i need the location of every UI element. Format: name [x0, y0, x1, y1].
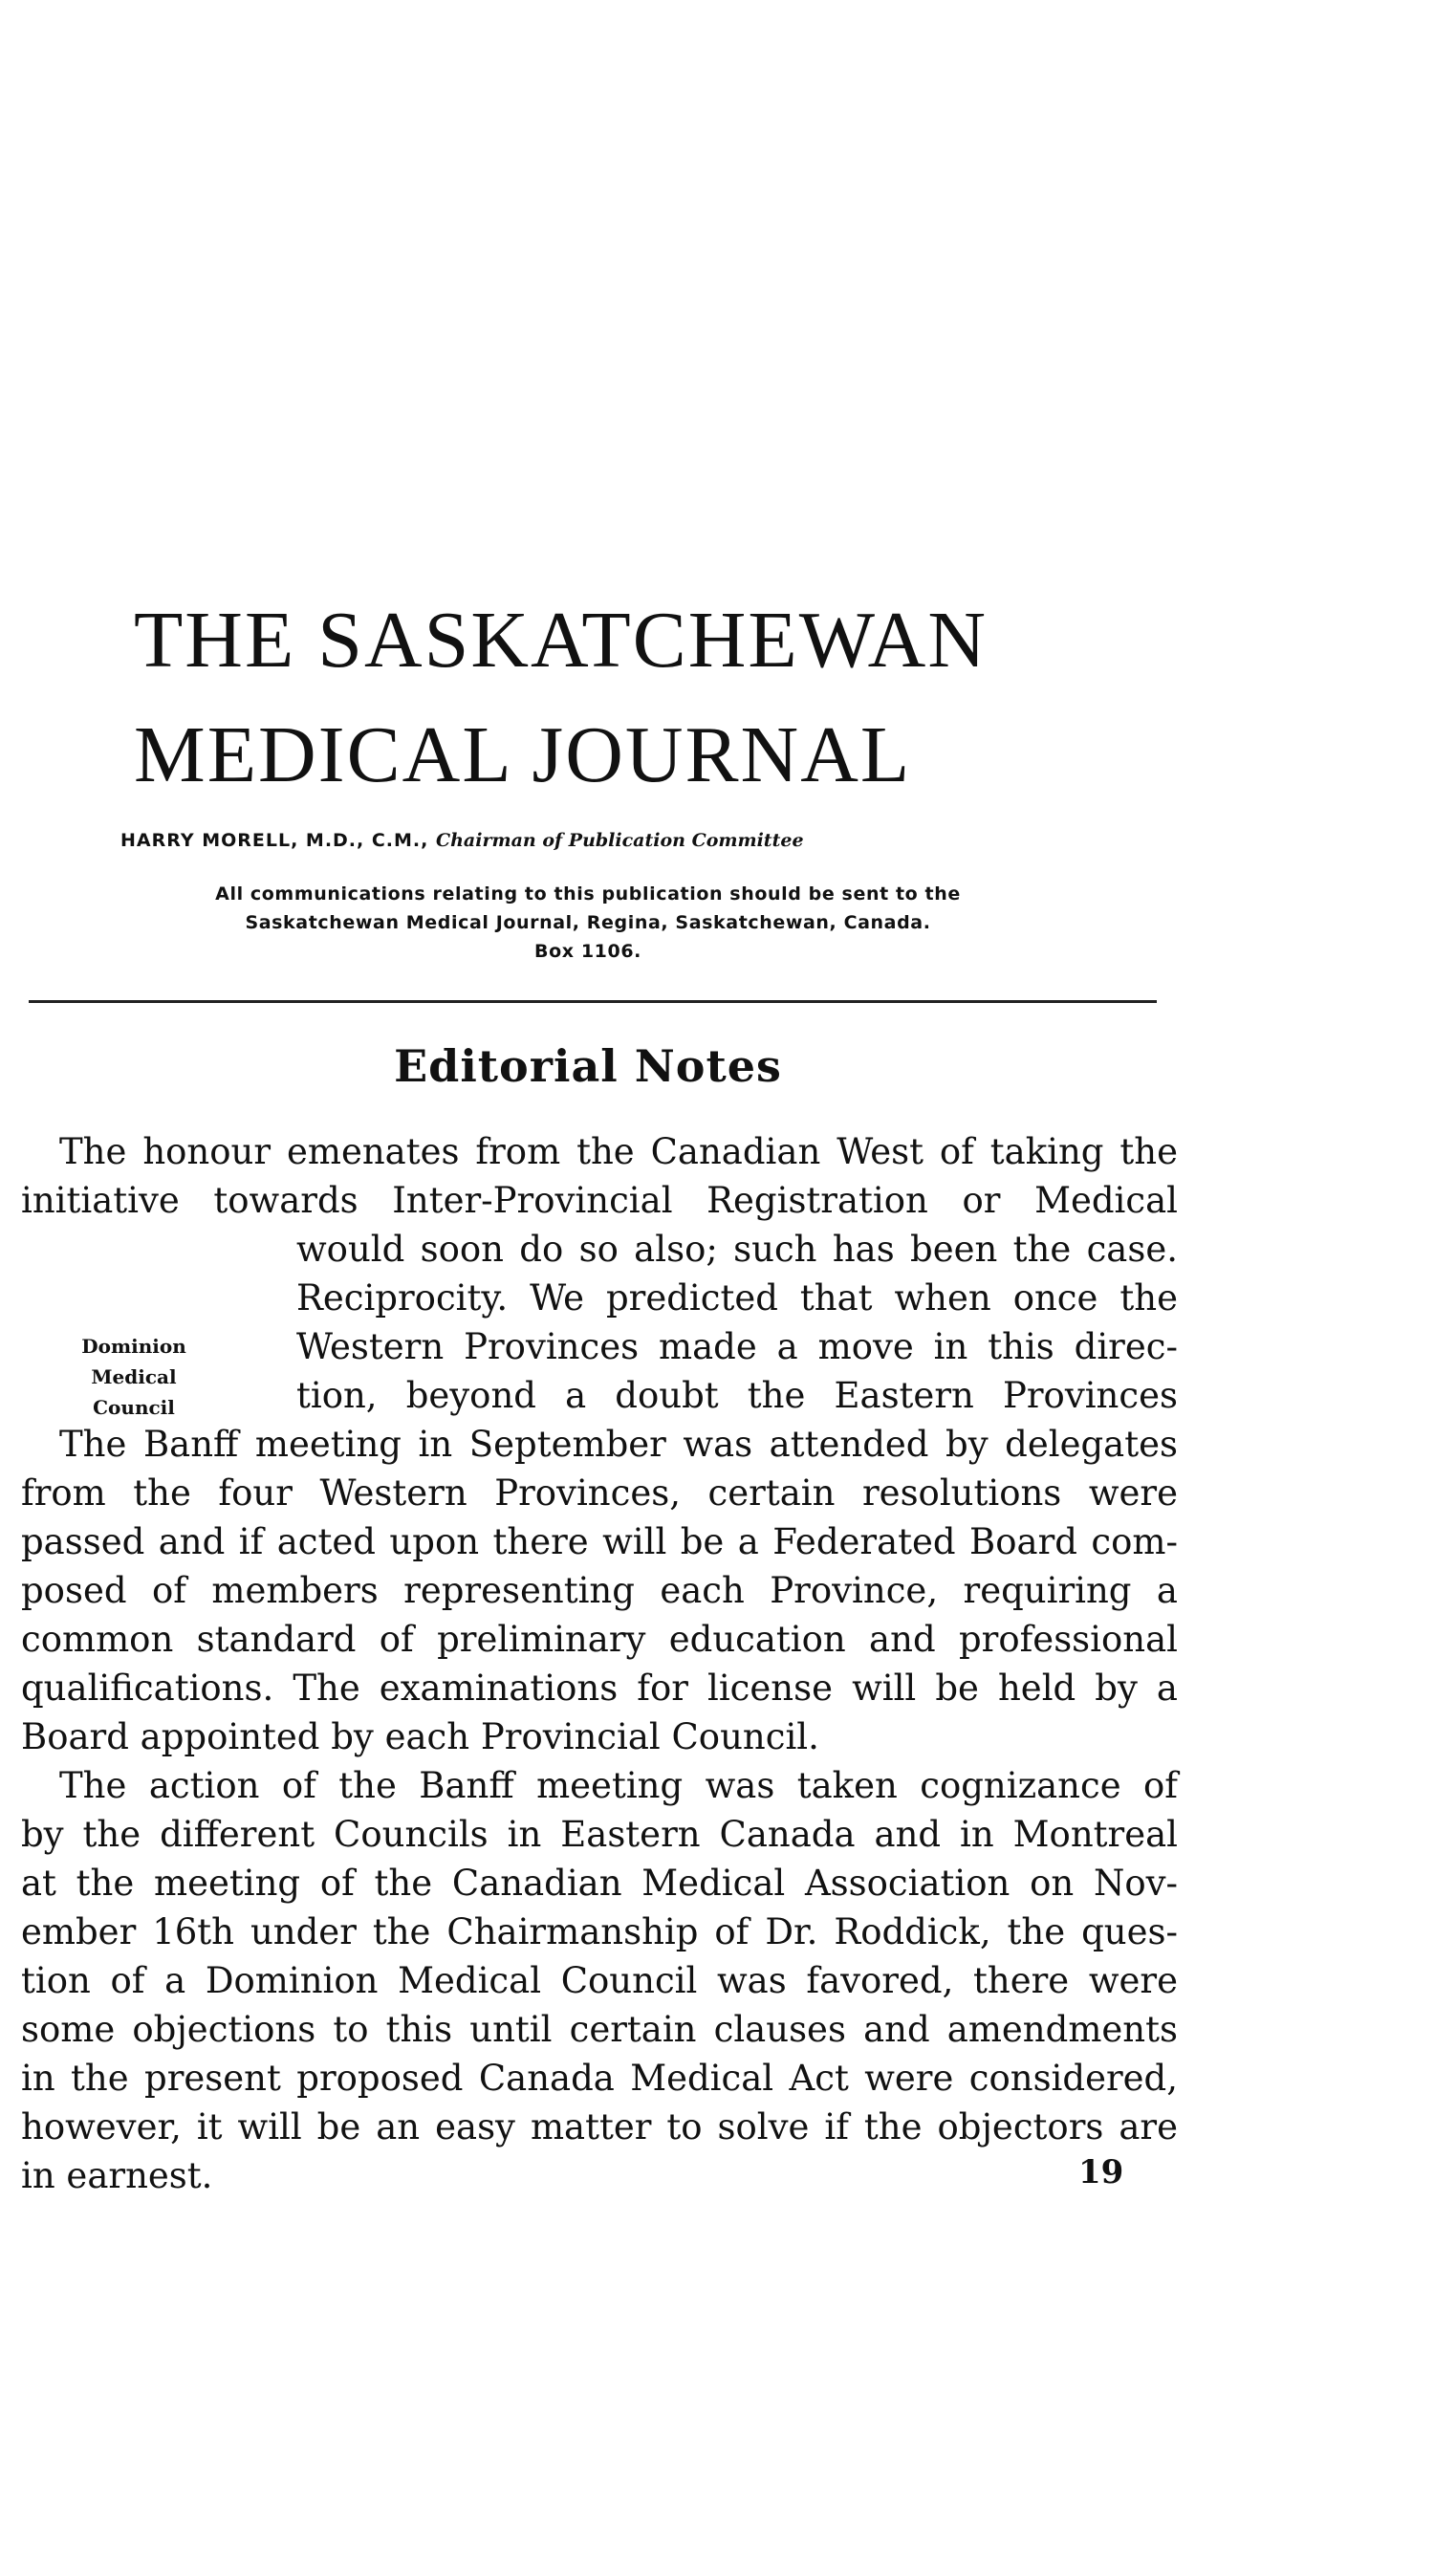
body-line: posed of members representing each Province, requiring a — [21, 1570, 1178, 1611]
section-title: Editorial Notes — [394, 1040, 782, 1092]
chairman-credit — [120, 830, 1172, 851]
communications-notice — [29, 880, 1147, 966]
body-line: from the four Western Provinces, certain resolutions were — [21, 1472, 1178, 1514]
body-line: tion of a Dominion Medical Council was favored, there were — [21, 1960, 1178, 2001]
body-line: at the meeting of the Canadian Medical Association on Nov- — [21, 1863, 1178, 1904]
chairman-name: HARRY MORELL, M.D., C.M., — [120, 830, 429, 851]
body-line: would soon do so also; such has been the case. — [296, 1229, 1178, 1270]
body-line: in the present proposed Canada Medical Act were considered, — [21, 2058, 1178, 2099]
body-line: The honour emenates from the Canadian West of taking the — [59, 1131, 1178, 1172]
communications-line-3: Box 1106. — [534, 941, 641, 962]
body-line: initiative towards Inter-Provincial Registration or Medical — [21, 1180, 1178, 1221]
body-line: ember 16th under the Chairmanship of Dr. Roddick, the ques- — [21, 1911, 1178, 1952]
body-line: The Banff meeting in September was attended by delegates — [59, 1424, 1178, 1465]
body-line: The action of the Banff meeting was taken cognizance of — [59, 1765, 1178, 1806]
margin-note — [67, 1331, 201, 1423]
chairman-role: Chairman of Publication Committee — [436, 830, 804, 851]
margin-note-line-1: Dominion — [81, 1335, 186, 1358]
journal-masthead — [134, 583, 1166, 813]
communications-line-2: Saskatchewan Medical Journal, Regina, Saskatchewan, Canada. — [245, 912, 931, 933]
body-line: passed and if acted upon there will be a Federated Board com- — [21, 1521, 1178, 1562]
body-line: Reciprocity. We predicted that when once the — [296, 1277, 1178, 1319]
body-line: Board appointed by each Provincial Council. — [21, 1716, 819, 1757]
body-line: by the different Councils in Eastern Canada and in Montreal — [21, 1814, 1178, 1855]
body-line: in earnest. — [21, 2155, 213, 2196]
masthead-line-1: THE SASKATCHEWAN — [134, 596, 988, 685]
masthead-line-2: MEDICAL JOURNAL — [134, 710, 912, 799]
body-line: Western Provinces made a move in this direc- — [296, 1326, 1178, 1367]
body-line: common standard of preliminary education and professional — [21, 1619, 1178, 1660]
body-line: qualifications. The examinations for license will be held by a — [21, 1668, 1178, 1709]
margin-note-line-2: Medical — [91, 1365, 177, 1388]
body-line: some objections to this until certain clauses and amendments — [21, 2009, 1178, 2050]
communications-line-1: All communications relating to this publication should be sent to the — [215, 883, 961, 905]
page-number: 19 — [1078, 2153, 1124, 2191]
body-line: however, it will be an easy matter to solve if the objectors are — [21, 2106, 1178, 2148]
header-divider — [29, 1000, 1157, 1003]
body-line: tion, beyond a doubt the Eastern Provinces — [296, 1375, 1178, 1416]
margin-note-line-3: Council — [93, 1396, 175, 1419]
